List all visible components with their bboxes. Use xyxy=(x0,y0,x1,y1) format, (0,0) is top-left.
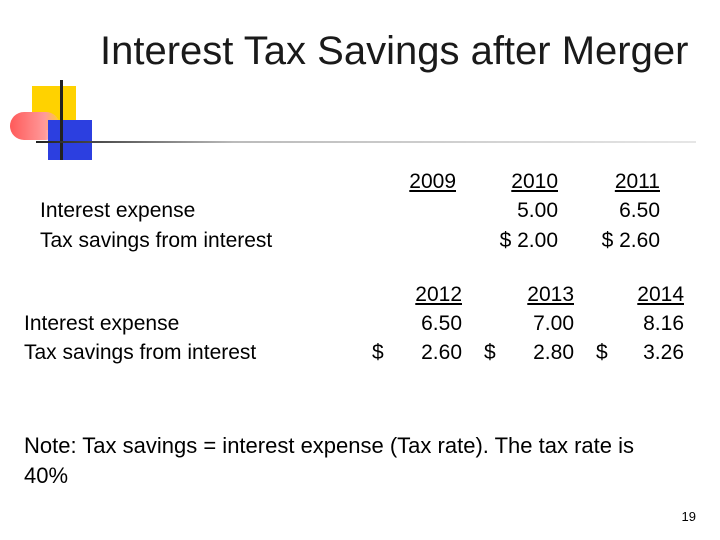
row-label-interest-expense: Interest expense xyxy=(40,199,196,222)
tax-savings-2010: $ 2.00 xyxy=(499,229,558,252)
currency-symbol-2014: $ xyxy=(596,341,608,364)
year-header-2009: 2009 xyxy=(409,170,456,193)
interest-expense-2011: 6.50 xyxy=(619,199,660,222)
decorative-vertical-line xyxy=(60,80,63,160)
tax-savings-2014: 3.26 xyxy=(643,341,684,364)
decorative-blue-square xyxy=(48,120,92,160)
tax-savings-2013: 2.80 xyxy=(533,341,574,364)
row-label-tax-savings: Tax savings from interest xyxy=(24,341,257,364)
page-number: 19 xyxy=(681,509,696,524)
currency-symbol-2012: $ xyxy=(372,341,384,364)
interest-expense-2010: 5.00 xyxy=(517,199,558,222)
interest-expense-2013: 7.00 xyxy=(533,312,574,335)
tax-savings-2012: 2.60 xyxy=(421,341,462,364)
currency-symbol-2013: $ xyxy=(484,341,496,364)
year-header-2012: 2012 xyxy=(415,283,462,306)
slide-title: Interest Tax Savings after Merger xyxy=(100,29,689,73)
tax-savings-2011: $ 2.60 xyxy=(601,229,660,252)
year-header-2010: 2010 xyxy=(511,170,558,193)
interest-expense-2014: 8.16 xyxy=(643,312,684,335)
tax-rate-note: Note: Tax savings = interest expense (Tax rate). The tax rate is 40% xyxy=(24,433,634,488)
year-header-2013: 2013 xyxy=(527,283,574,306)
year-header-2014: 2014 xyxy=(637,283,684,306)
year-header-2011: 2011 xyxy=(614,170,660,193)
interest-expense-2012: 6.50 xyxy=(421,312,462,335)
row-label-interest-expense: Interest expense xyxy=(24,312,180,335)
row-label-tax-savings: Tax savings from interest xyxy=(40,229,273,252)
title-divider-line xyxy=(36,141,696,143)
